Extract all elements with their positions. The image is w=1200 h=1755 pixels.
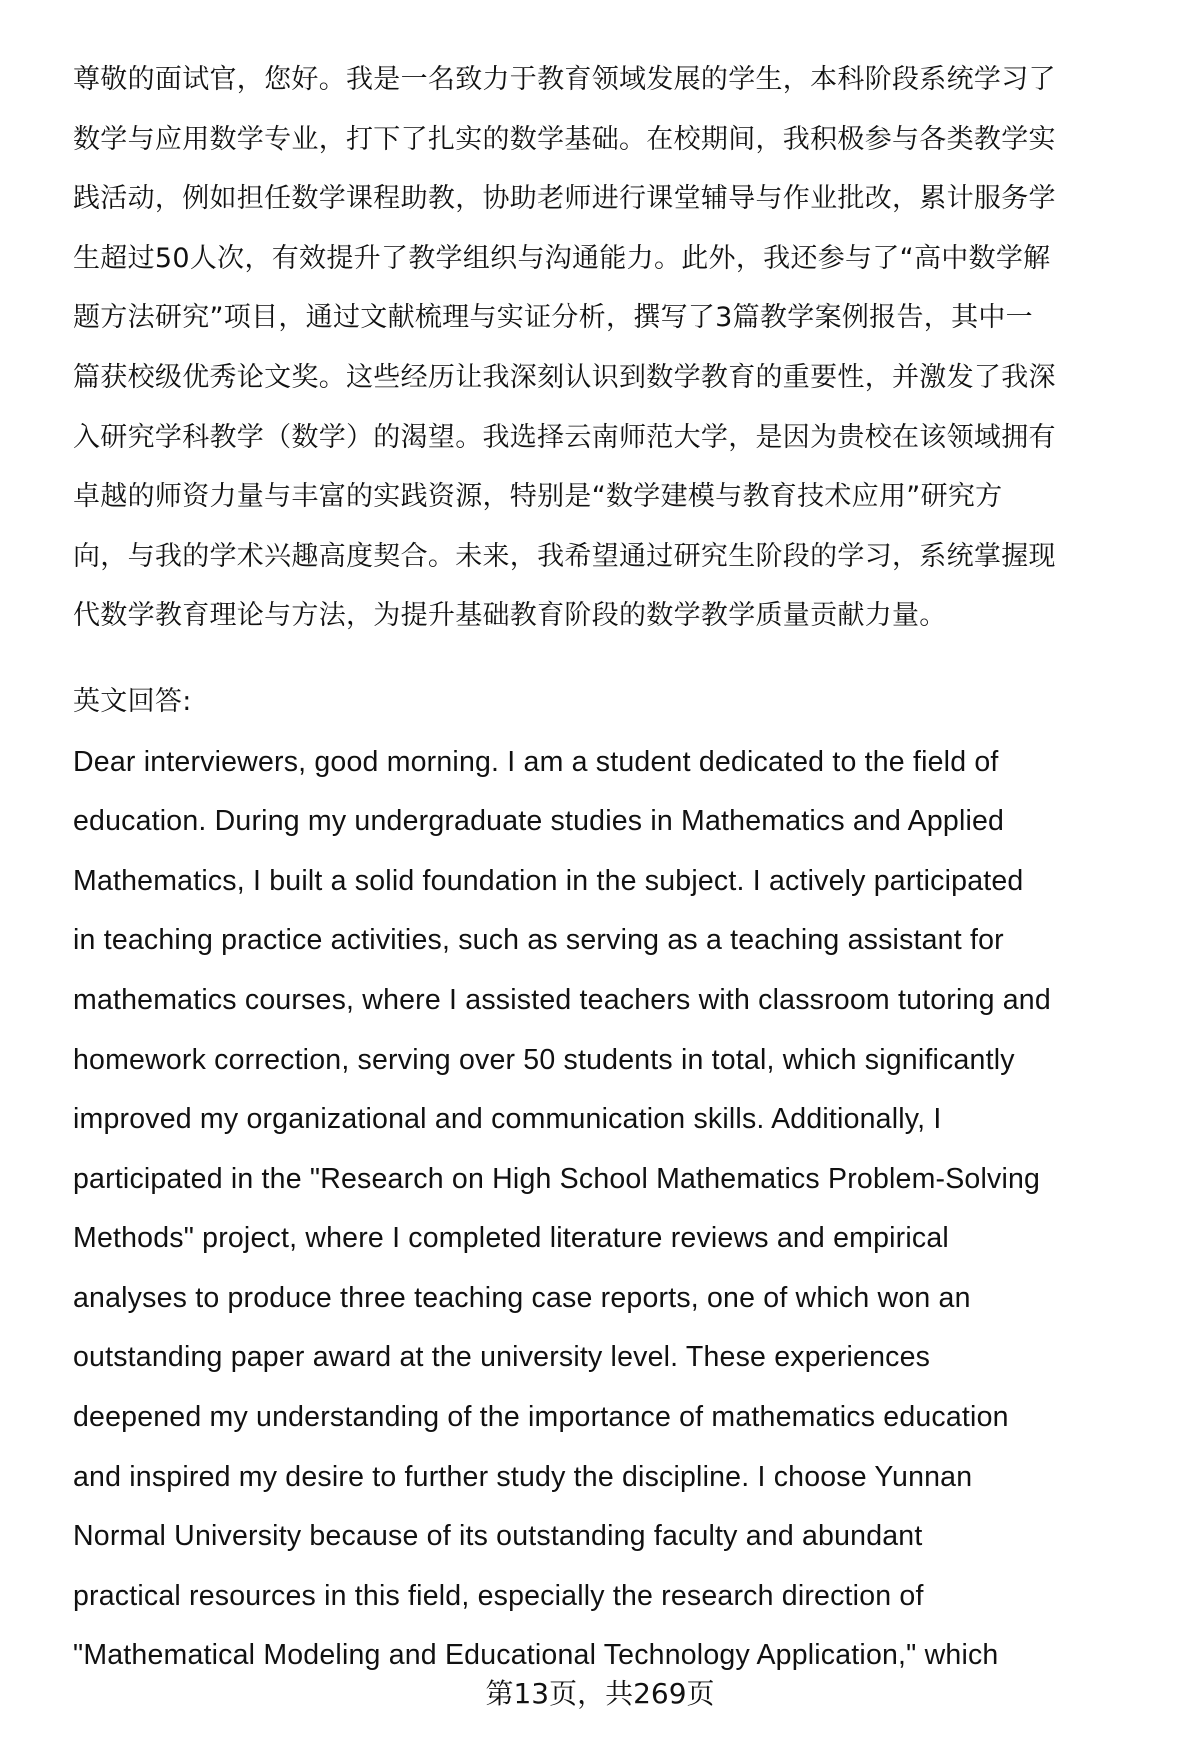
text-line: Methods" project, where I completed literature reviews and empirical (73, 1222, 949, 1255)
english-answer (73, 740, 1163, 1694)
text-line: "Mathematical Modeling and Educational Technology Application," which (73, 1639, 999, 1672)
text-line: practical resources in this field, especially the research direction of (73, 1579, 924, 1612)
text-line: 入研究学科教学（数学）的渴望。我选择云南师范大学，是因为贵校在该领域拥有 (73, 421, 1056, 453)
chinese-answer (73, 58, 1163, 654)
text-line: 向，与我的学术兴趣高度契合。未来，我希望通过研究生阶段的学习，系统掌握现 (73, 540, 1056, 572)
text-line: Dear interviewers, good morning. I am a student dedicated to the field of (73, 745, 999, 778)
text-line: 数学与应用数学专业，打下了扎实的数学基础。在校期间，我积极参与各类教学实 (73, 123, 1056, 155)
text-line: Normal University because of its outstanding faculty and abundant (73, 1520, 923, 1553)
english-answer-heading: 英文回答: (73, 685, 192, 717)
text-line: 生超过50人次，有效提升了教学组织与沟通能力。此外，我还参与了“高中数学解 (73, 242, 1051, 274)
text-line: participated in the "Research on High School Mathematics Problem-Solving (73, 1162, 1041, 1195)
text-line: 践活动，例如担任数学课程助教，协助老师进行课堂辅导与作业批改，累计服务学 (73, 183, 1056, 215)
text-line: 篇获校级优秀论文奖。这些经历让我深刻认识到数学教育的重要性，并激发了我深 (73, 361, 1056, 393)
text-line: analyses to produce three teaching case reports, one of which won an (73, 1281, 971, 1314)
text-line: 尊敬的面试官，您好。我是一名致力于教育领域发展的学生，本科阶段系统学习了 (73, 64, 1056, 95)
document-page (73, 58, 1163, 1693)
text-line: 题方法研究”项目，通过文献梳理与实证分析，撰写了3篇教学案例报告，其中一 (73, 302, 1033, 334)
text-line: mathematics courses, where I assisted teachers with classroom tutoring and (73, 983, 1051, 1016)
text-line: education. During my undergraduate studies in Mathematics and Applied (73, 805, 1005, 838)
text-line: outstanding paper award at the university level. These experiences (73, 1341, 931, 1374)
text-line: Mathematics, I built a solid foundation in the subject. I actively participated (73, 864, 1024, 897)
text-line: improved my organizational and communication skills. Additionally, I (73, 1103, 942, 1136)
text-line: and inspired my desire to further study the discipline. I choose Yunnan (73, 1460, 973, 1493)
text-line: homework correction, serving over 50 students in total, which significantly (73, 1043, 1015, 1076)
text-line: 卓越的师资力量与丰富的实践资源，特别是“数学建模与教育技术应用”研究方 (73, 481, 1003, 513)
text-line: deepened my understanding of the importance of mathematics education (73, 1401, 1009, 1434)
text-line: in teaching practice activities, such as serving as a teaching assistant for (73, 924, 1004, 957)
text-line: 代数学教育理论与方法，为提升基础教育阶段的数学教学质量贡献力量。 (73, 600, 947, 632)
page-indicator: 第13页，共269页 (485, 1677, 715, 1710)
